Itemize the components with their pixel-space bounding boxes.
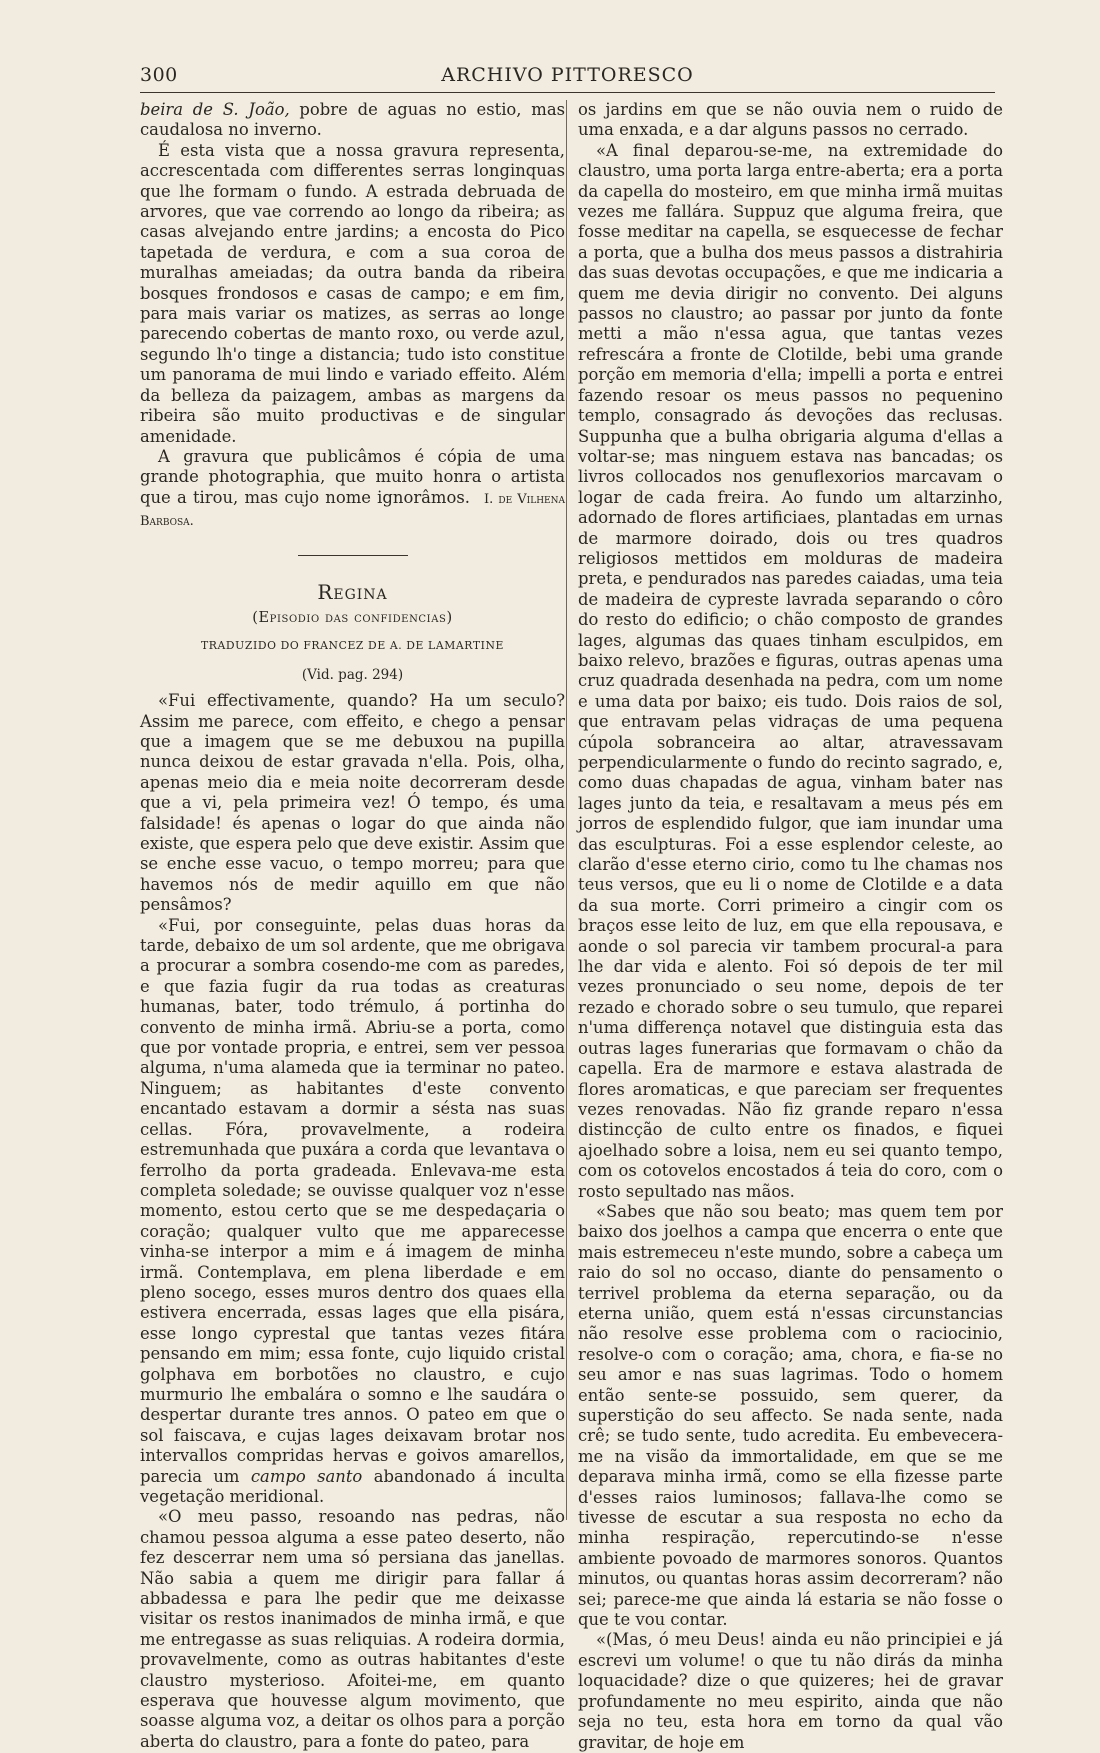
paragraph-with-signature xyxy=(140,447,565,533)
translation-note: TRADUZIDO DO FRANCEZ DE A. DE LAMARTINE xyxy=(200,639,505,653)
left-column xyxy=(140,100,565,1752)
author-signature: I. de Vilhena Barbosa. xyxy=(140,491,565,530)
page-reference: (Vid. pag. 294) xyxy=(301,666,404,683)
paragraph: «O meu passo, resoando nas pedras, não chamou pessoa alguma a esse pateo deserto, não fez descerrar nem uma só persiana das janellas. Não sabia a quem me dirigir para fallar á abbadessa e para lhe pedir que me deixasse visitar os restos inanimados de minha irmã, e que me entregasse as suas reliquias. A rodeira dormia, provavelmente, como as outras habitantes d'este claustro mysterioso. Afoitei-me, em quanto esperava que houvesse algum movimento, que soasse alguma voz, a deitar os olhos para a porção aberta do claustro, para a fonte do pateo, para xyxy=(140,1507,565,1751)
column-divider xyxy=(566,100,567,1520)
paragraph: «A final deparou-se-me, na extremidade do claustro, uma porta larga entre-aberta; era a porta da capella do mosteiro, em que minha irmã muitas vezes me fallára. Suppuz que alguma freira, que fosse meditar na capella, se esquecesse de fechar a porta, que a bulha dos meus passos a distrahiria das suas devotas occupações, e que me indicaria a quem me devia dirigir no convento. Dei alguns passos no claustro; ao passar por junto da fonte metti a mão n'essa agua, que tantas vezes refrescára a fronte de Clotilde, bebi uma grande porção em memoria d'ella; impelli a porta e entrei fazendo resoar os meus passos no pequenino templo, consagrado ás devoções das reclusas. Suppunha que a bulha obrigaria alguma d'ellas a voltar-se; mas ninguem estava nas bancadas; os livros collocados nos genuflexorios marcavam o logar de cada freira. Ao fundo um altarzinho, adornado de flores artificiaes, plantadas em urnas de marmore doirado, dois ou tres quadros religiosos mettidos em molduras de madeira preta, e pendurados nas paredes caiadas, uma teia de madeira de cypreste lavrada separando o côro do resto do edificio; o chão composto de grandes lages, algumas das quaes tinham esculpidos, em baixo relevo, brazões e figuras, outras apenas uma cruz quadrada desenhada na pedra, com um nome e uma data por baixo; eis tudo. Dois raios de sol, que entravam pelas vidraças de uma pequena cúpola sobranceira ao altar, atravessavam perpendicularmente o fundo do recinto sagrado, e, como duas chapadas de agua, vinham bater nas lages junto da teia, e resaltavam a meus pés em jorros de esplendido fulgor, que iam inundar uma das esculpturas. Foi a esse esplendor celeste, ao clarão d'esse eterno cirio, como tu lhe chamas nos teus versos, que eu li o nome de Clotilde e a data da sua morte. Corri primeiro a cingir com os braços esse leito de luz, em que ella repousava, e aonde o sol parecia vir tambem procural-a para lhe dar vida e alento. Foi só depois de ter mil vezes pronunciado o seu nome, depois de ter rezado e chorado sobre o seu tumulo, que reparei n'uma differença notavel que distinguia esta das outras lages funerarias que formavam o chão da capella. Era de marmore e estava alastrada de flores aromaticas, e que pareciam ser frequentes vezes renovadas. Não fiz grande reparo n'essa distincção de culto entre os finados, e fiquei ajoelhado sobre a loisa, nem eu sei quanto tempo, com os cotovelos encostados á teia do coro, com o rosto sepultado nas mãos. xyxy=(578,140,1003,1201)
section-divider xyxy=(298,555,408,556)
italic-phrase: campo santo xyxy=(250,1466,363,1486)
paragraph: «Sabes que não sou beato; mas quem tem por baixo dos joelhos a campa que encerra o ente que mais estremeceu n'este mundo, sobre a cabeça um raio do sol no occaso, diante do pensamento o terrivel problema da eterna separação, ou da eterna união, quem está n'essas circunstancias não resolve esse problema com o raciocinio, resolve-o com o coração; ama, chora, e fia-se no seu amor e nas suas lagrimas. Todo o homem então sente-se possuido, sem querer, da superstição do seu affecto. Se nada sente, nada crê; se tudo sente, tudo acredita. Eu embevecera-me na visão da immortalidade, em que se me deparava minha irmã, como se ella fizesse parte d'esses raios luminosos; fallava-lhe como se tivesse de escutar a sua resposta no echo da minha respiração, repercutindo-se n'esse ambiente povoado de marmores sonoros. Quantos minutos, ou quantas horas assim decorreram? não sei; parece-me que ainda lá estaria se não fosse o que te vou contar. xyxy=(578,1201,1003,1630)
paragraph xyxy=(140,916,565,1508)
paragraph-text-end: abandonado á inculta vegetação meridional. xyxy=(140,1466,565,1506)
article-continuation xyxy=(140,100,565,141)
paragraph: «(Mas, ó meu Deus! ainda eu não principiei e já escrevi um volume! o que tu não dirás da minha loquacidade? dize o que quizeres; hei de gravar profundamente no meu espirito, ainda que não seja no teu, esta hora em torno da qual vão gravitar, de hoje em xyxy=(578,1630,1003,1752)
paragraph: É esta vista que a nossa gravura representa, accrescentada com differentes serras longinquas que lhe formam o fundo. A estrada debruada de arvores, que vae correndo ao longo da ribeira; as casas alvejando entre jardins; a encosta do Pico tapetada de verdura, e com a sua coroa de muralhas ameiadas; da outra banda da ribeira bosques frondosos e casas de campo; e em fim, para mais variar os matizes, as serras ao longe parecendo cobertas de manto roxo, ou verde azul, segundo lh'o tinge a distancia; tudo isto constitue um panorama de mui lindo e variado effeito. Além da belleza da paizagem, ambas as margens da ribeira são muito productivas e de singular amenidade. xyxy=(140,140,565,446)
running-title: ARCHIVO PITTORESCO xyxy=(441,64,694,86)
page-header xyxy=(140,62,995,93)
paragraph: «Fui effectivamente, quando? Ha um seculo? Assim me parece, com effeito, e chego a pensar que a imagem que se me debuxou na pupilla nunca deixou de estar gravada n'ella. Pois, olha, apenas meio dia e meia noite decorreram desde que a vi, pela primeira vez! Ó tempo, és uma falsidade! és apenas o logar do que ainda não existe, que espera pelo que deve existir. Assim que se enche esse vacuo, o tempo morreu; para que havemos nós de medir aquillo em que não pensâmos? xyxy=(140,691,565,915)
continuation-italic: beira de S. João, xyxy=(140,100,290,119)
continuation-text: pobre de aguas no estio, mas caudalosa no inverno. xyxy=(140,100,565,140)
paragraph-text: A gravura que publicâmos é cópia de uma grande photographia, que muito honra o artista que a tirou, mas cujo nome ignorâmos. xyxy=(140,446,565,507)
paragraph-text: «Fui, por conseguinte, pelas duas horas da tarde, debaixo de um sol ardente, que me obrigava a procurar a sombra cosendo-me com as paredes, e que fazia fugir da rua todas as creaturas humanas, bater, todo trémulo, á portinha do convento de minha irmã. Abriu-se a porta, como que por vontade propria, e entrei, sem ver pessoa alguma, n'uma alameda que ia terminar no pateo. Ninguem; as habitantes d'este convento encantado estavam a dormir a sésta nas suas cellas. Fóra, provavelmente, a rodeira estremunhada que puxára a corda que levantava o ferrolho da porta gradeada. Enlevava-me esta completa soledade; se ouvisse qualquer voz n'esse momento, estou certo que se me despedaçaria o coração; qualquer vulto que me apparecesse vinha-se interpor a mim e á imagem de minha irmã. Contemplava, em plena liberdade e em pleno socego, esses muros dentro dos quaes ella estivera encerrada, essas lages que ella pisára, esse longo cyprestal que tantas vezes fitára pensando em mim; essa fonte, cujo liquido cristal golphava em borbotões no claustro, e cujo murmurio lhe embalára o somno e lhe saudára o despertar durante tres annos. O pateo em que o sol faiscava, e cujas lages deixavam brotar nos intervallos compridas hervas e goivos amarellos, parecia um xyxy=(140,915,565,1486)
section-title: Regina xyxy=(317,579,388,604)
page-number: 300 xyxy=(140,64,178,86)
right-column xyxy=(578,100,1003,1753)
section-subtitle: (Episodio das confidencias) xyxy=(252,609,453,626)
paragraph-continuation: os jardins em que se não ouvia nem o ruido de uma enxada, e a dar alguns passos no cerrado. xyxy=(578,100,1003,140)
